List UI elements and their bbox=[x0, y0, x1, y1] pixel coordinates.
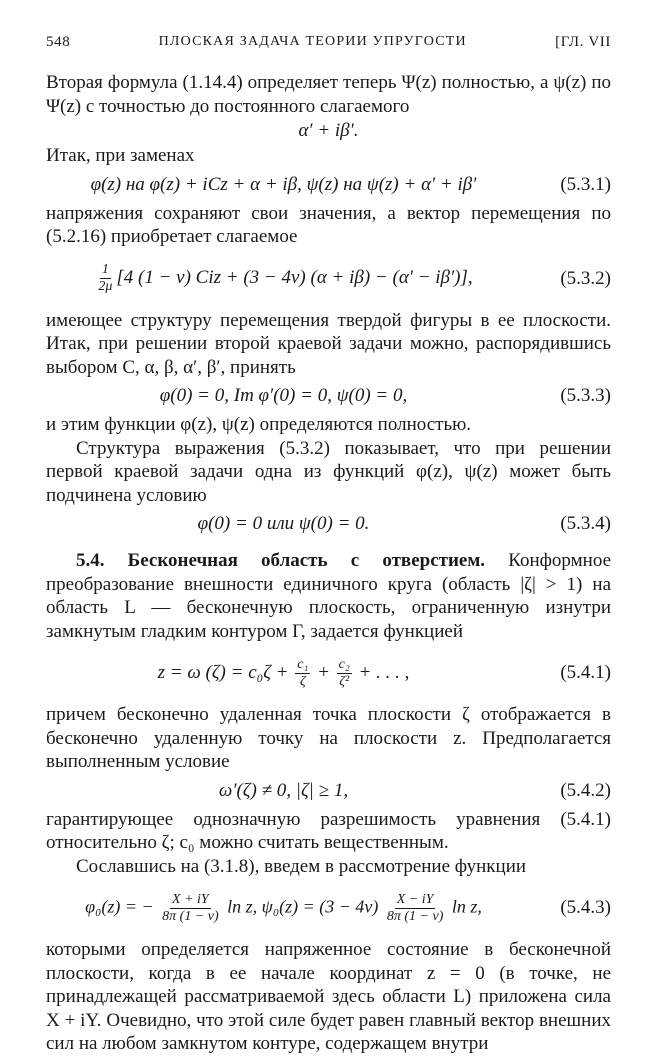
paragraph: и этим функции φ(z), ψ(z) определяются полностью. bbox=[46, 414, 472, 435]
fraction: $\frac{1}{2\mu}$ bbox=[98, 262, 113, 294]
section-title: 5.4. Бесконечная область с отверстием. bbox=[76, 550, 486, 571]
section-paragraph bbox=[46, 549, 611, 643]
paragraph: Сославшись на (3.1.8), введем в рассмотрение функции bbox=[76, 855, 527, 877]
equation-body: ω′(ζ) ≠ 0, |ζ| ≥ 1, bbox=[218, 779, 349, 801]
equation-number: (5.3.4) bbox=[560, 513, 611, 534]
equation-5-3-4 bbox=[46, 509, 611, 539]
fraction: $\frac{\text{c₂}}{\text{ζ²}}$ bbox=[338, 656, 350, 689]
fraction: $\frac{\text{c₁}}{\zeta}$ bbox=[297, 656, 309, 689]
equation-body: φ(0) = 0, Im φ′(0) = 0, ψ(0) = 0, bbox=[159, 385, 408, 406]
fraction: $\frac{X + iY}{8\pi (1 - \nu)}$ bbox=[162, 891, 219, 924]
equation-body: φ(0) = 0 или ψ(0) = 0. bbox=[197, 513, 370, 534]
paragraph: гарантирующее однозначную разрешимость уравнения (5.4.1) относительно ζ; c₀ можно считать вещественным. bbox=[46, 808, 611, 853]
equation-number: (5.4.3) bbox=[560, 897, 611, 918]
running-title: ПЛОСКАЯ ЗАДАЧА ТЕОРИИ УПРУГОСТИ bbox=[158, 34, 467, 49]
equation-body: φ(z) на φ(z) + iCz + α + iβ, ψ(z) на ψ(z) + α′ + iβ′ bbox=[90, 173, 477, 195]
equation-5-4-1 bbox=[46, 649, 611, 697]
paragraph: напряжения сохраняют свои значения, а вектор перемещения по (5.2.16) приобретает слагаемое bbox=[46, 202, 611, 247]
equation-number: (5.4.1) bbox=[560, 662, 611, 683]
equation-body: φ₀(z) = − $\frac{X + iY}{8\pi (1 - \nu)}$ ln z, ψ₀(z) = (3 − 4ν) $\frac{X - iY}{8\pi (1 - \nu)}$ ln z, bbox=[85, 891, 482, 924]
equation-number: (5.3.1) bbox=[560, 173, 611, 195]
paragraph: которыми определяется напряженное состояние в бесконечной плоскости, когда в ее начале координат z = 0 (в точке, не принадлежащей рассматриваемой здесь области L) приложена сила X + iY. Очевидно, что этой силе будет равен главный вектор внешних сил на любом замкнутом контуре, содержащем внутри bbox=[46, 939, 611, 1054]
equation-number: (5.3.3) bbox=[560, 385, 611, 406]
chapter-label: [ГЛ. VII bbox=[555, 34, 611, 50]
equation-5-4-2 bbox=[46, 776, 611, 806]
section-text: Конформное преобразование внешности единичного круга (область |ζ| > 1) на область L — бесконечную плоскость, ограниченную изнутри замкнутым гладким контуром Γ, задается функцией bbox=[46, 550, 611, 642]
paragraph: причем бесконечно удаленная точка плоскости ζ отображается в бесконечно удаленную точку на плоскости z. Предполагается выполненным условие bbox=[46, 704, 611, 772]
equation-5-3-1 bbox=[46, 170, 611, 200]
paragraph: имеющее структуру перемещения твердой фигуры в ее плоскости. Итак, при решении второй краевой задачи можно, распорядившись выбором C, α, β, α′, β′, принять bbox=[46, 309, 611, 378]
paragraph: Вторая формула (1.14.4) определяет теперь Ψ(z) полностью, а ψ(z) по Ψ(z) с точностью до постоянного слагаемого bbox=[46, 72, 611, 117]
equation-number: (5.3.2) bbox=[560, 267, 611, 289]
equation-5-4-3 bbox=[46, 884, 611, 932]
page-number: 548 bbox=[46, 34, 71, 50]
running-header bbox=[46, 34, 611, 51]
equation-number: (5.4.2) bbox=[560, 779, 611, 801]
equation-body: z = ω (ζ) = c₀ζ + $\frac{\text{c₁}}{\zeta}$ + $\frac{\text{c₂}}{\text{ζ²}}$ + . . . , bbox=[157, 656, 410, 689]
paragraph: Структура выражения (5.3.2) показывает, что при решении первой краевой задачи одна из функций φ(z), ψ(z) может быть подчинена условию bbox=[46, 437, 611, 506]
equation-constant: α′ + iβ′. bbox=[298, 120, 359, 141]
equation-5-3-3 bbox=[46, 381, 611, 411]
paragraph: Итак, при заменах bbox=[46, 145, 195, 166]
equation-body: $\frac{1}{2\mu}$ [4 (1 − ν) Ciz + (3 − 4ν) (α + iβ) − (α′ − iβ′)], bbox=[98, 262, 473, 294]
equation-5-3-2 bbox=[46, 255, 611, 303]
fraction: $\frac{X - iY}{8\pi (1 - \nu)}$ bbox=[386, 891, 444, 924]
